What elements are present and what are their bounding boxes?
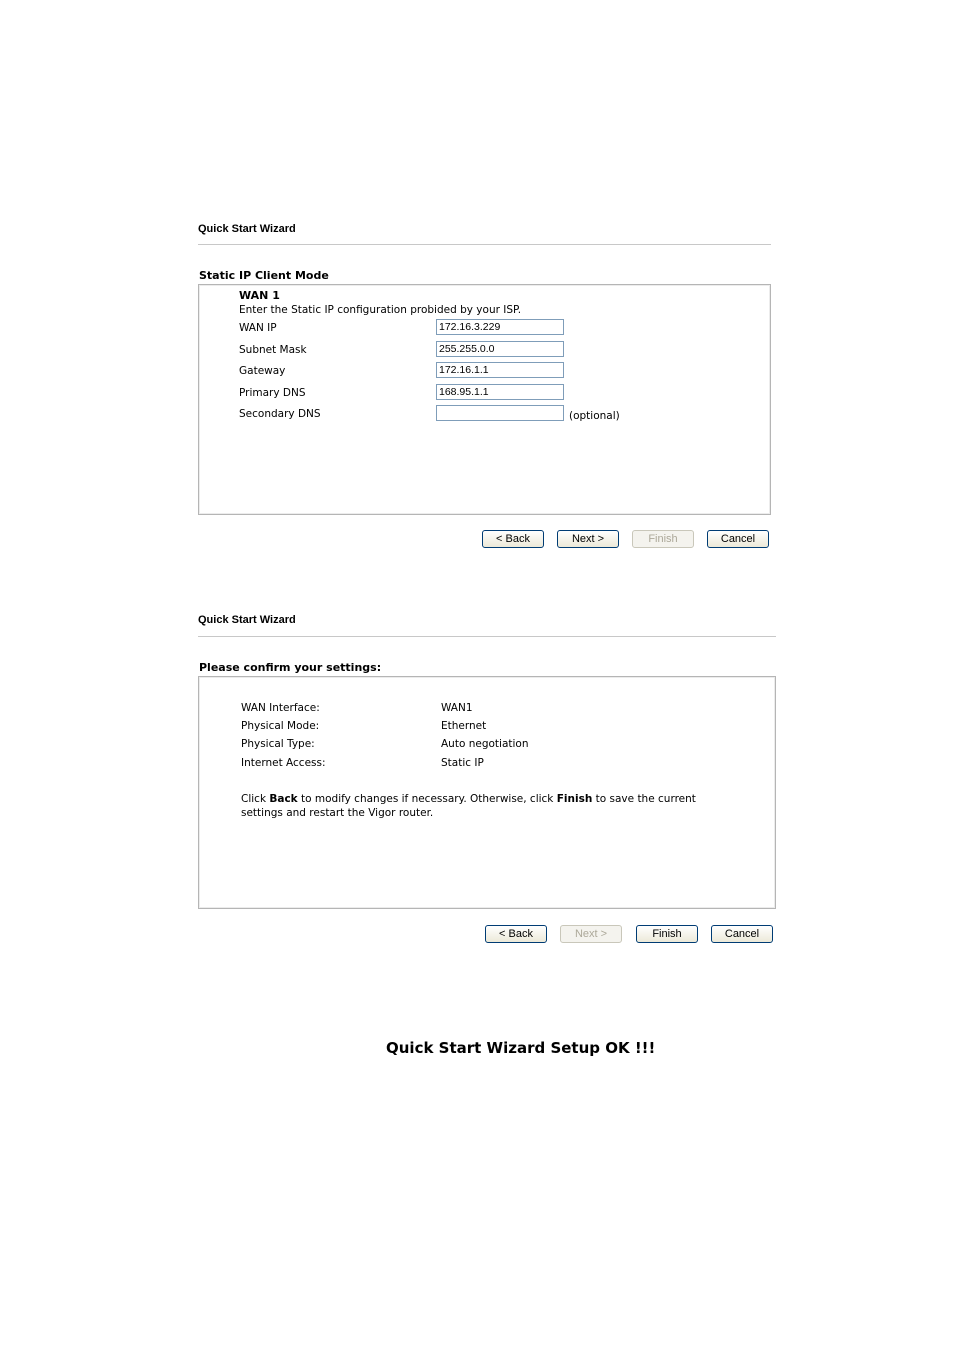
wan-interface-label: WAN Interface: (241, 702, 320, 714)
wan-heading: WAN 1 (239, 289, 280, 302)
confirm-section-title: Please confirm your settings: (199, 661, 382, 674)
note-text: to modify changes if necessary. Otherwise, click (297, 793, 557, 805)
internet-access-value: Static IP (441, 757, 484, 769)
primary-dns-input[interactable]: 168.95.1.1 (436, 384, 564, 400)
instruction-text: Enter the Static IP configuration probided by your ISP. (239, 304, 522, 316)
gateway-label: Gateway (239, 365, 286, 377)
wizard2-title: Quick Start Wizard (198, 614, 296, 626)
subnet-mask-label: Subnet Mask (239, 344, 307, 356)
wizard2-divider (198, 636, 776, 637)
finish-button-disabled: Finish (632, 530, 694, 548)
note-text: Click (241, 793, 270, 805)
subnet-mask-input[interactable]: 255.255.0.0 (436, 341, 564, 357)
secondary-dns-label: Secondary DNS (239, 408, 321, 420)
finish-button[interactable]: Finish (636, 925, 698, 943)
cancel-button[interactable]: Cancel (707, 530, 769, 548)
confirm-panel (198, 676, 776, 909)
physical-mode-label: Physical Mode: (241, 720, 320, 732)
static-ip-panel (198, 284, 771, 515)
wan-ip-input[interactable]: 172.16.3.229 (436, 319, 564, 335)
static-ip-section-title: Static IP Client Mode (199, 269, 329, 282)
physical-mode-value: Ethernet (441, 720, 487, 732)
cancel-button[interactable]: Cancel (711, 925, 773, 943)
optional-hint: (optional) (569, 410, 620, 422)
back-button[interactable]: < Back (485, 925, 547, 943)
gateway-input[interactable]: 172.16.1.1 (436, 362, 564, 378)
note-finish-keyword: Finish (556, 793, 593, 805)
internet-access-label: Internet Access: (241, 757, 326, 769)
wan-interface-value: WAN1 (441, 702, 473, 714)
next-button-disabled: Next > (560, 925, 622, 943)
wizard1-divider (198, 244, 771, 245)
note-text: to save the current (592, 793, 696, 805)
confirm-note-line1 (241, 793, 696, 805)
back-button[interactable]: < Back (482, 530, 544, 548)
primary-dns-label: Primary DNS (239, 387, 306, 399)
secondary-dns-input[interactable] (436, 405, 564, 421)
setup-ok-message: Quick Start Wizard Setup OK !!! (386, 1039, 656, 1057)
physical-type-value: Auto negotiation (441, 738, 529, 750)
physical-type-label: Physical Type: (241, 738, 315, 750)
next-button[interactable]: Next > (557, 530, 619, 548)
confirm-note-line2: settings and restart the Vigor router. (241, 807, 434, 819)
wizard1-title: Quick Start Wizard (198, 223, 296, 235)
note-back-keyword: Back (269, 793, 298, 805)
wan-ip-label: WAN IP (239, 322, 277, 334)
